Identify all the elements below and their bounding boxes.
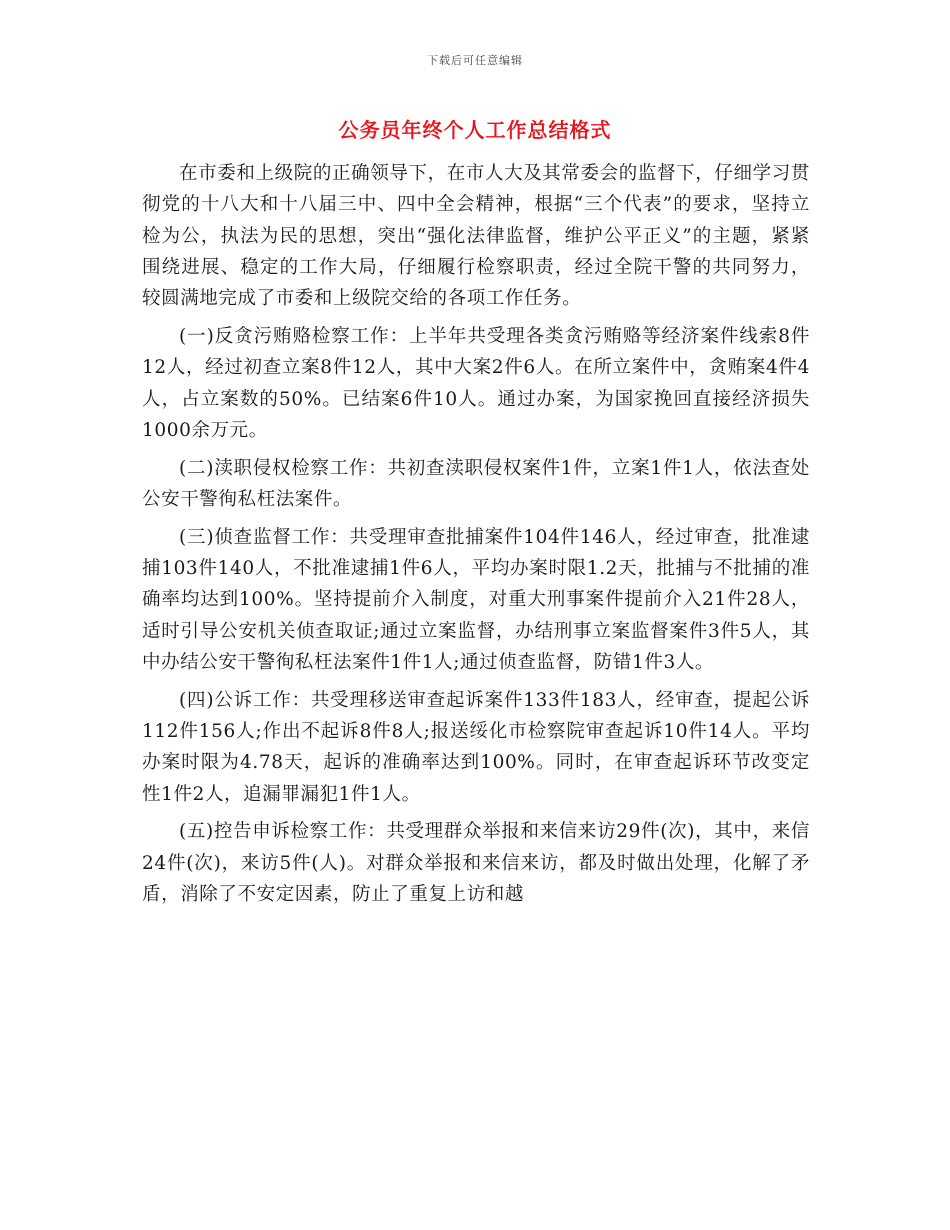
document-title: 公务员年终个人工作总结格式 (338, 118, 612, 142)
paragraph-investigation-supervision: (三)侦查监督工作：共受理审查批捕案件104件146人，经过审查，批准逮捕103件140人，不批准逮捕1件6人，平均办案时限1.2天，批捕与不批捕的准确率均达到100%。坚持提前介入制度，对重大刑事案件提前介入21件28人，适时引导公安机关侦查取证;通过立案监督，办结刑事立案监督案件3件5人，其中办结公安干警徇私枉法案件1件1人;通过侦查监督，防错1件3人。 (142, 526, 810, 673)
paragraph-complaints: (五)控告申诉检察工作：共受理群众举报和来信来访29件(次)，其中，来信24件(次)，来访5件(人)。对群众举报和来信来访，都及时做出处理，化解了矛盾，消除了不安定因素，防止了重复上访和越 (142, 821, 810, 906)
paragraph-anti-corruption: (一)反贪污贿赂检察工作：上半年共受理各类贪污贿赂等经济案件线索8件12人，经过初查立案8件12人，其中大案2件6人。在所立案件中，贪贿案4件4人，占立案数的50%。已结案6件10人。通过办案，为国家挽回直接经济损失1000余万元。 (142, 325, 810, 441)
document-body (142, 158, 810, 917)
header-note: 下载后可任意编辑 (427, 54, 523, 67)
paragraph-dereliction: (二)渎职侵权检察工作：共初查渎职侵权案件1件，立案1件1人，依法查处公安干警徇私枉法案件。 (142, 457, 810, 510)
paragraph-prosecution: (四)公诉工作：共受理移送审查起诉案件133件183人，经审查，提起公诉112件156人;作出不起诉8件8人;报送绥化市检察院审查起诉10件14人。平均办案时限为4.78天，起诉的准确率达到100%。同时，在审查起诉环节改变定性1件2人，追漏罪漏犯1件1人。 (142, 689, 810, 805)
paragraph-intro: 在市委和上级院的正确领导下，在市人大及其常委会的监督下，仔细学习贯彻党的十八大和十八届三中、四中全会精神，根据“三个代表”的要求，坚持立检为公，执法为民的思想，突出“强化法律监督，维护公平正义”的主题，紧紧围绕进展、稳定的工作大局，仔细履行检察职责，经过全院干警的共同努力，较圆满地完成了市委和上级院交给的各项工作任务。 (142, 163, 810, 310)
